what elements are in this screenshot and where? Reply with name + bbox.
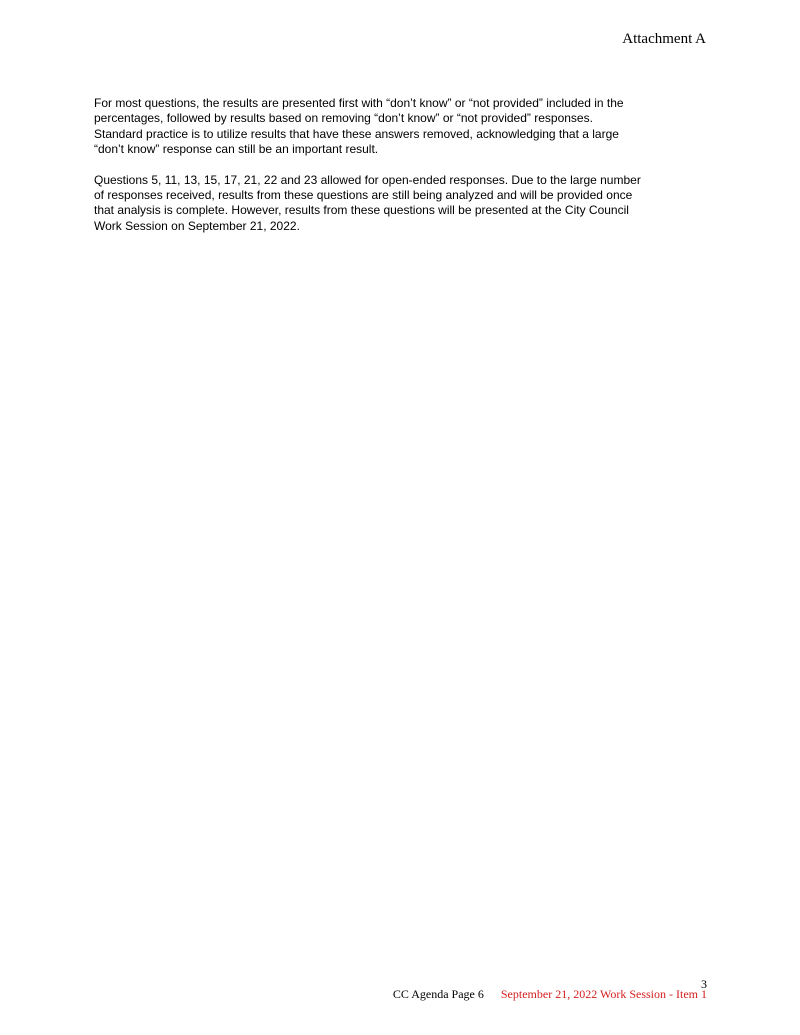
paragraph-line: of responses received, results from these questions are still being analyzed and will be provided once	[94, 188, 633, 203]
document-body	[94, 96, 706, 249]
paragraph-line: Questions 5, 11, 13, 15, 17, 21, 22 and 23 allowed for open-ended responses. Due to the large number	[94, 172, 641, 187]
paragraph-line: For most questions, the results are presented first with “don’t know” or “not provided” included in the	[94, 96, 624, 110]
attachment-label: Attachment A	[622, 31, 706, 47]
paragraph-open-ended	[94, 173, 706, 235]
paragraph-line: Standard practice is to utilize results that have these answers removed, acknowledging that a large	[94, 126, 619, 141]
agenda-page-label: CC Agenda Page 6	[392, 987, 484, 1001]
page-number: 3	[701, 977, 707, 991]
paragraph-results-method	[94, 96, 706, 158]
work-session-label: September 21, 2022 Work Session - Item 1	[500, 987, 707, 1001]
paragraph-line: “don’t know” response can still be an important result.	[94, 142, 379, 157]
footer	[393, 987, 707, 1001]
paragraph-line: percentages, followed by results based on removing “don’t know” or “not provided” responses.	[94, 111, 593, 126]
paragraph-line: Work Session on September 21, 2022.	[94, 218, 300, 233]
paragraph-line: that analysis is complete. However, results from these questions will be presented at the City Council	[94, 203, 629, 218]
